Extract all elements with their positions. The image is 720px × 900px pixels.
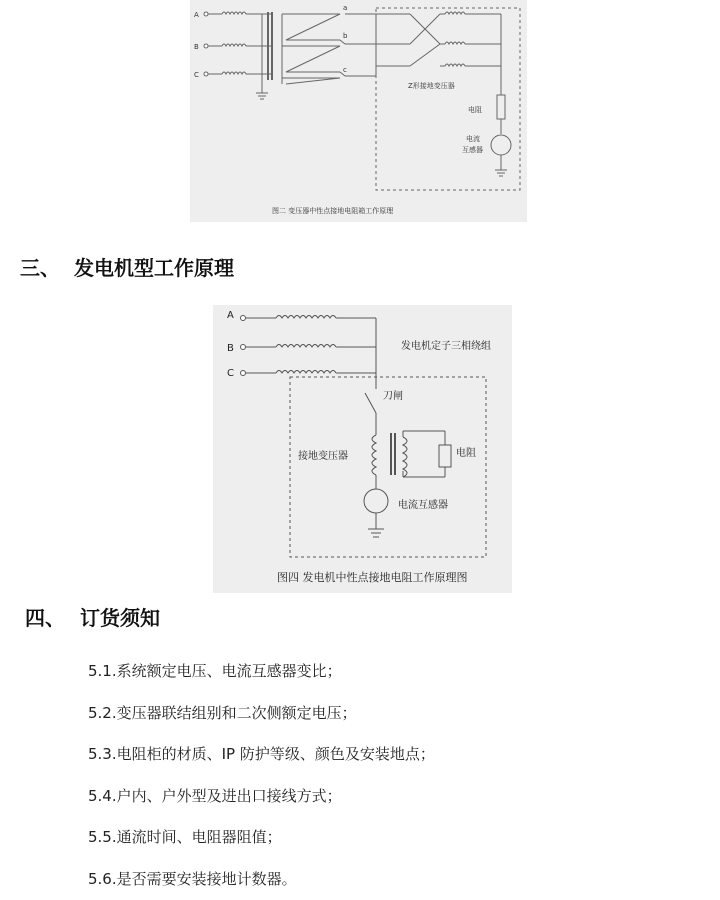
order-item: 5.3.电阻柜的材质、IP 防护等级、颜色及安装地点； (88, 745, 435, 763)
fig2-ct-label-1: 电流 (466, 135, 480, 143)
fig2-ct-label-2: 互感器 (462, 146, 483, 154)
figure-4-generator-diagram (213, 305, 512, 593)
fig4-phase-b: B (227, 343, 234, 354)
fig2-caption: 图二 变压器中性点接地电阻箱工作原理 (272, 207, 394, 215)
fig4-ct-label: 电流互感器 (398, 500, 448, 511)
fig4-resistor-label: 电阻 (456, 448, 476, 459)
fig4-transformer-label: 接地变压器 (298, 451, 348, 462)
fig2-tap-c: c (343, 66, 347, 74)
figure-2-svg (190, 0, 527, 222)
section-4-number: 四、 (25, 606, 65, 630)
order-item: 5.1.系统额定电压、电流互感器变比； (88, 662, 342, 680)
section-4-title: 订货须知 (80, 606, 160, 630)
fig4-caption: 图四 发电机中性点接地电阻工作原理图 (277, 571, 468, 584)
order-item: 5.4.户内、户外型及进出口接线方式； (88, 787, 342, 805)
order-item: 5.6.是否需要安装接地计数器。 (88, 870, 297, 888)
order-item: 5.2.变压器联结组别和二次侧额定电压； (88, 704, 357, 722)
fig2-tap-a: a (343, 4, 348, 12)
fig4-switch-label: 刀闸 (383, 391, 403, 402)
fig2-resistor-label: 电阻 (468, 106, 482, 114)
order-item: 5.5.通流时间、电阻器阻值； (88, 828, 282, 846)
fig2-phase-a: A (194, 11, 199, 19)
section-4-heading (0, 602, 160, 631)
fig2-z-transformer-label: Z形接地变压器 (408, 82, 455, 90)
fig2-phase-c: C (194, 71, 199, 79)
fig4-phase-c: C (227, 368, 234, 379)
fig4-stator-label: 发电机定子三相绕组 (401, 341, 491, 352)
section-3-number: 三、 (20, 256, 60, 280)
fig2-tap-b: b (343, 32, 348, 40)
figure-2-transformer-diagram (190, 0, 527, 222)
section-3-heading (0, 252, 234, 281)
section-3-title: 发电机型工作原理 (74, 256, 234, 280)
figure-4-svg (213, 305, 512, 593)
fig4-phase-a: A (227, 310, 234, 321)
fig2-phase-b: B (194, 43, 199, 51)
